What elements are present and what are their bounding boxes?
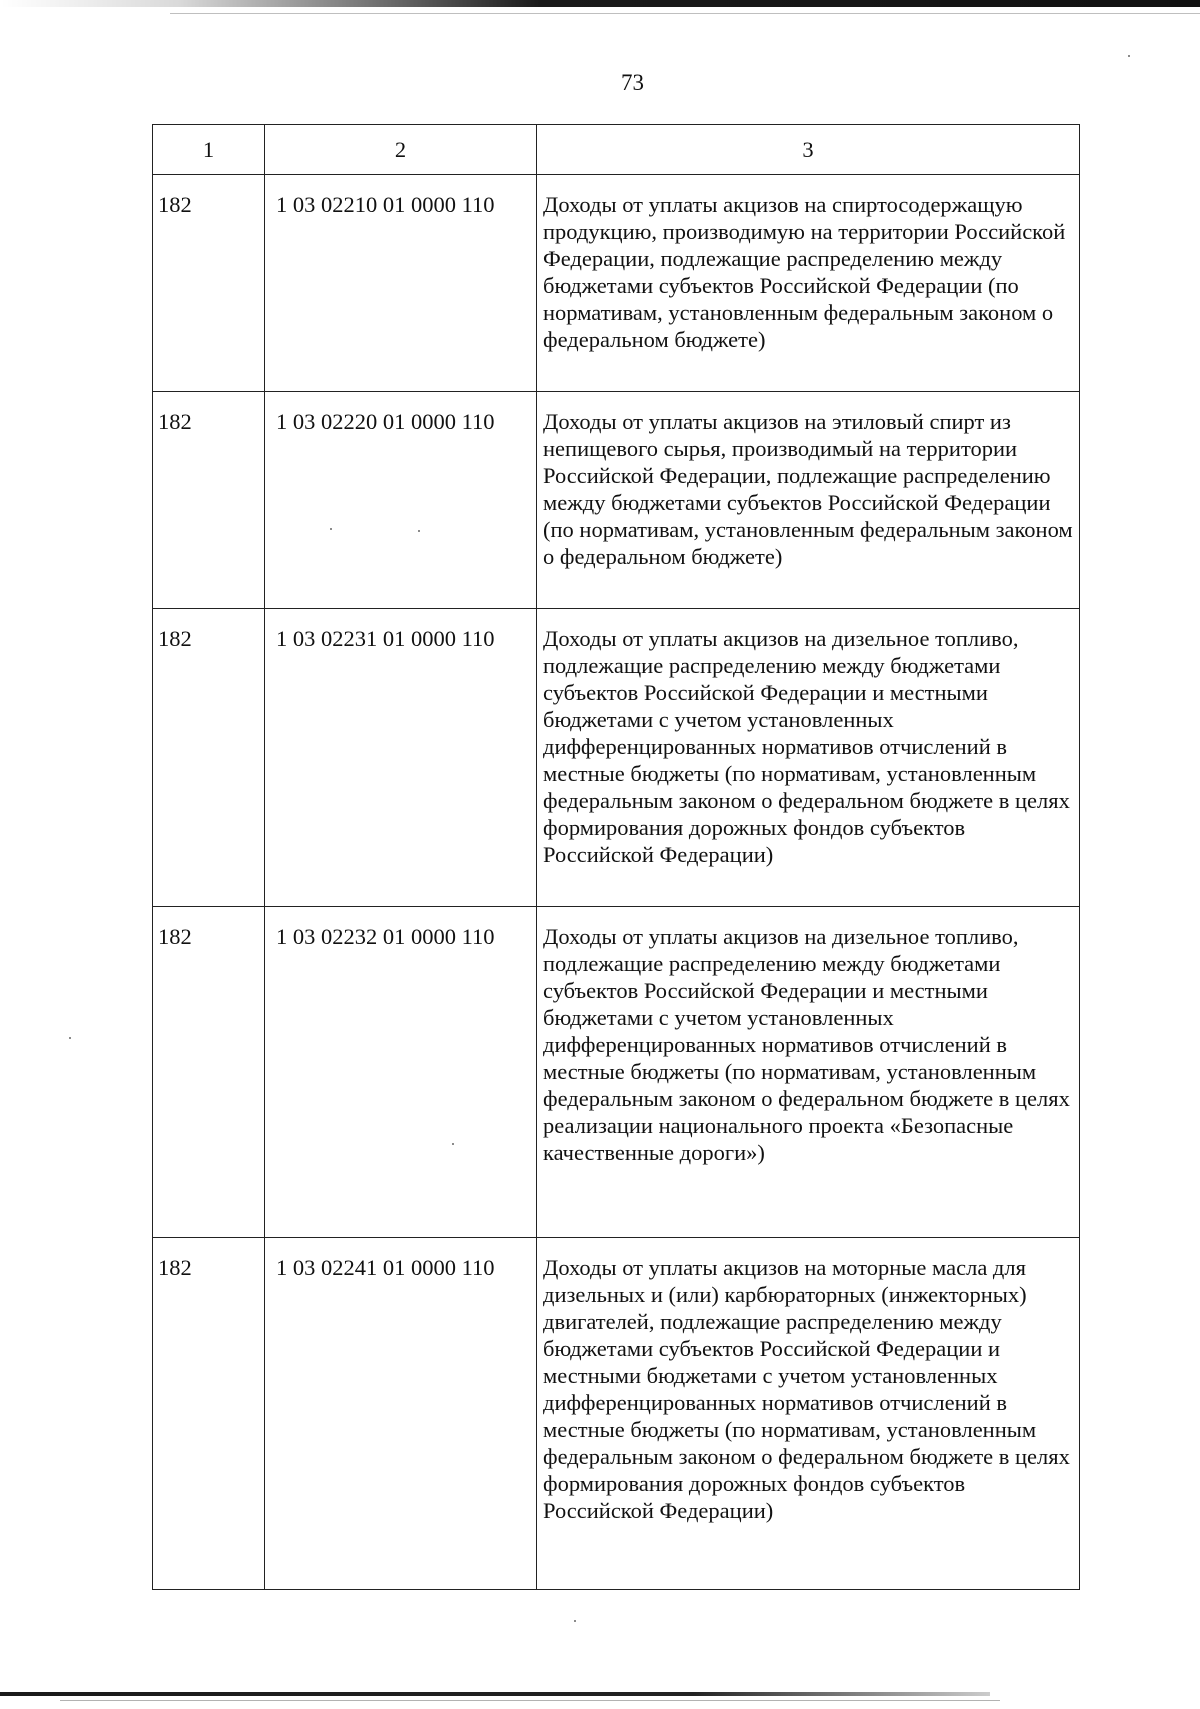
kbk-code-cell: 1 03 02231 01 0000 110 — [265, 609, 537, 907]
admin-code-cell: 182 — [153, 609, 265, 907]
kbk-code-cell: 1 03 02241 01 0000 110 — [265, 1238, 537, 1590]
admin-code-cell: 182 — [153, 907, 265, 1238]
description-cell: Доходы от уплаты акцизов на спиртосодержащую продукцию, производимую на территории Российской Федерации, подлежащие распределению между бюджетами субъектов Российской Федерации (по нормативам, установленным федеральным законом о федеральном бюджете) — [537, 175, 1080, 392]
admin-code-cell: 182 — [153, 1238, 265, 1590]
scan-edge-bottom-thin — [60, 1700, 1000, 1701]
page-number: 73 — [621, 70, 644, 95]
table-row — [153, 175, 1080, 392]
table-header-row — [153, 125, 1080, 175]
description-cell: Доходы от уплаты акцизов на дизельное топливо, подлежащие распределению между бюджетами субъектов Российской Федерации и местными бюджетами с учетом установленных дифференцированных нормативов отчислений в местные бюджеты (по нормативам, установленным федеральным законом о федеральном бюджете в целях реализации национального проекта «Безопасные качественные дороги») — [537, 907, 1080, 1238]
scan-speck — [69, 1037, 71, 1039]
kbk-code-cell: 1 03 02210 01 0000 110 — [265, 175, 537, 392]
kbk-code-cell: 1 03 02220 01 0000 110 — [265, 392, 537, 609]
scan-speck — [1128, 55, 1130, 57]
description-cell: Доходы от уплаты акцизов на моторные масла для дизельных и (или) карбюраторных (инжекторных) двигателей, подлежащие распределению между бюджетами субъектов Российской Федерации и местными бюджетами с учетом установленных дифференцированных нормативов отчислений в местные бюджеты (по нормативам, установленным федеральным законом о федеральном бюджете в целях формирования дорожных фондов субъектов Российской Федерации) — [537, 1238, 1080, 1590]
scan-speck — [574, 1620, 576, 1622]
scan-edge-bottom — [0, 1692, 990, 1696]
table-row — [153, 609, 1080, 907]
column-header-2: 2 — [265, 125, 537, 175]
table-row — [153, 1238, 1080, 1590]
scan-edge-top-thin — [170, 13, 1200, 14]
scan-edge-top — [0, 0, 1200, 7]
revenue-codes-table — [152, 124, 1080, 1590]
table-row — [153, 392, 1080, 609]
description-cell: Доходы от уплаты акцизов на дизельное топливо, подлежащие распределению между бюджетами субъектов Российской Федерации и местными бюджетами с учетом установленных дифференцированных нормативов отчислений в местные бюджеты (по нормативам, установленным федеральным законом о федеральном бюджете в целях формирования дорожных фондов субъектов Российской Федерации) — [537, 609, 1080, 907]
column-header-3: 3 — [537, 125, 1080, 175]
kbk-code-cell: 1 03 02232 01 0000 110 — [265, 907, 537, 1238]
admin-code-cell: 182 — [153, 175, 265, 392]
admin-code-cell: 182 — [153, 392, 265, 609]
table-row — [153, 907, 1080, 1238]
description-cell: Доходы от уплаты акцизов на этиловый спирт из непищевого сырья, производимый на территории Российской Федерации, подлежащие распределению между бюджетами субъектов Российской Федерации (по нормативам, установленным федеральным законом о федеральном бюджете) — [537, 392, 1080, 609]
column-header-1: 1 — [153, 125, 265, 175]
